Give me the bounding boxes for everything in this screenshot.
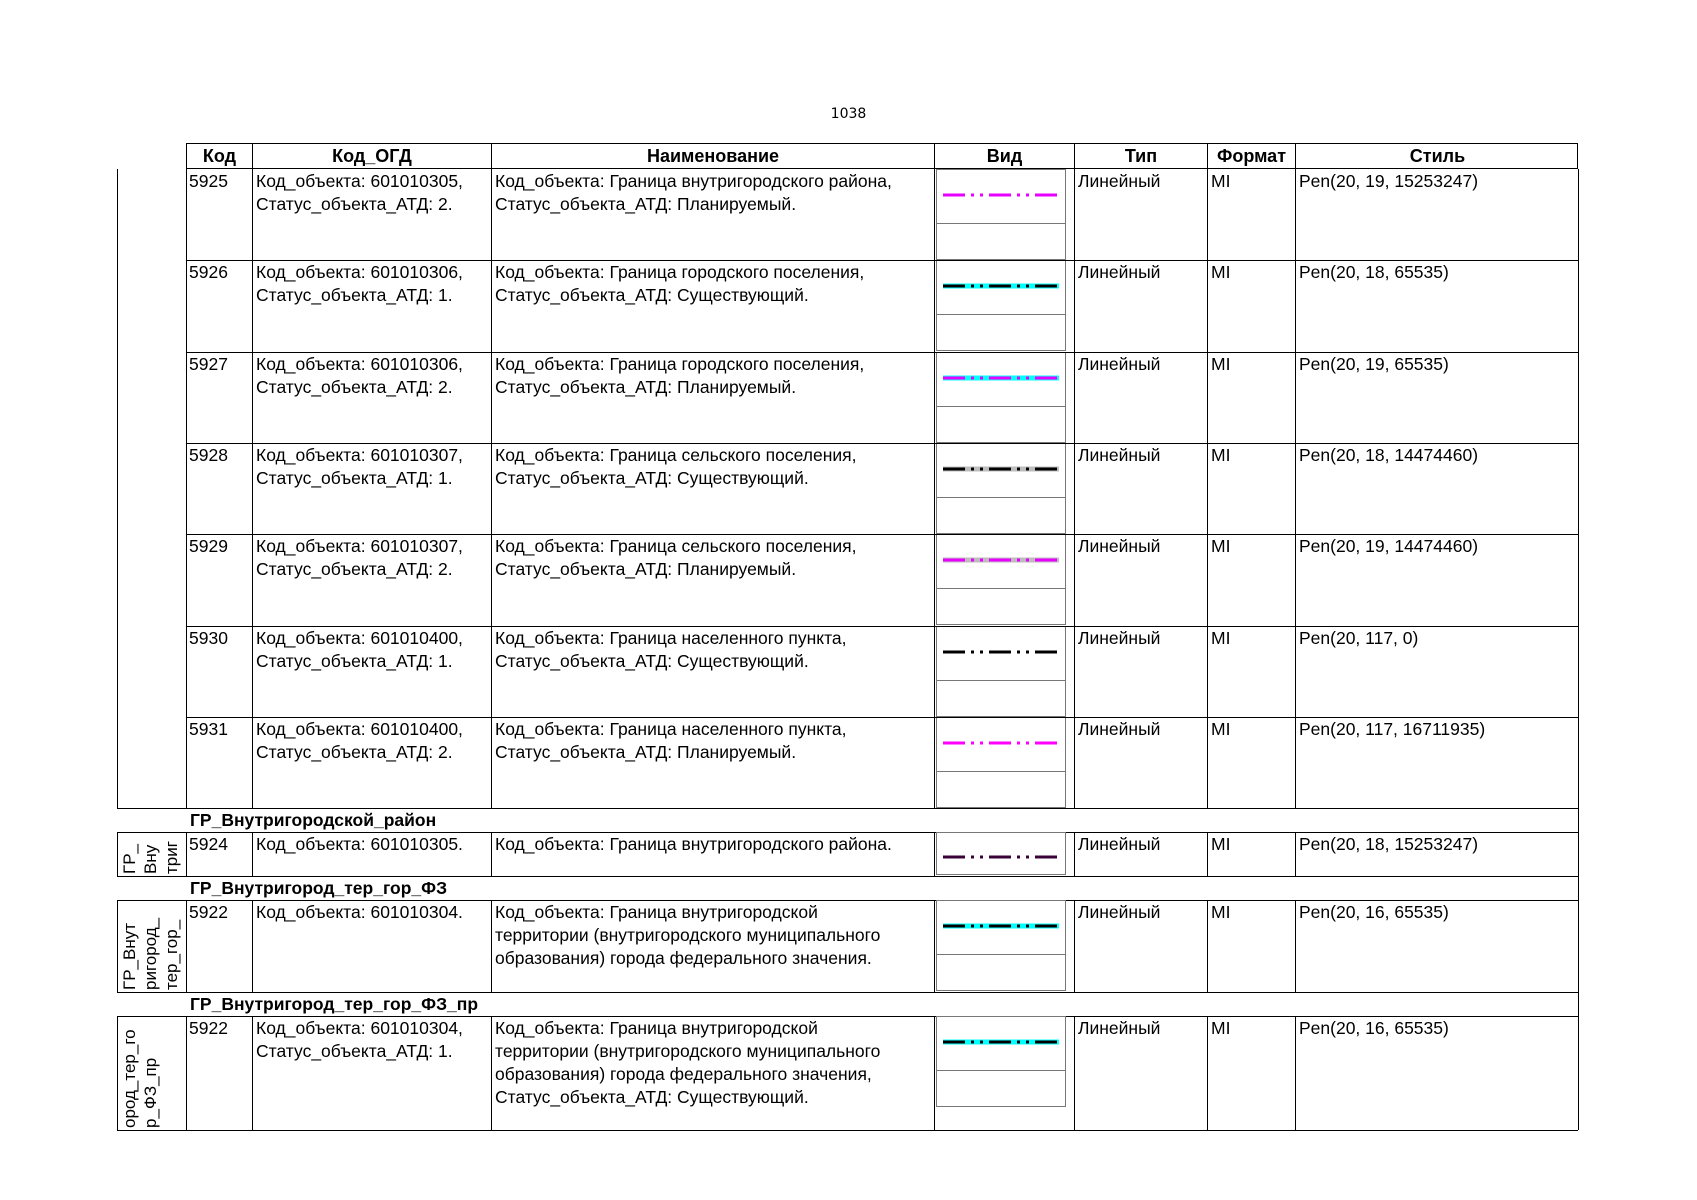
cell-tip: Линейный bbox=[1078, 444, 1161, 465]
column-divider bbox=[491, 832, 492, 876]
column-divider bbox=[491, 1016, 492, 1130]
group-side-label-line: ГР_Внут bbox=[120, 923, 139, 991]
column-divider bbox=[117, 832, 118, 876]
column-divider bbox=[186, 169, 187, 808]
line-style-swatch bbox=[936, 1016, 1066, 1071]
column-divider bbox=[1207, 832, 1208, 876]
column-divider bbox=[1295, 900, 1296, 992]
swatch-lower-box bbox=[936, 498, 1066, 534]
cell-name: Код_объекта: Граница населенного пункта, bbox=[495, 718, 847, 739]
group-side-label-line: ГР_ bbox=[120, 844, 139, 875]
cell-tip: Линейный bbox=[1078, 353, 1161, 374]
cell-tip: Линейный bbox=[1078, 834, 1161, 855]
cell-style: Pen(20, 19, 14474460) bbox=[1299, 536, 1479, 557]
table-row-divider bbox=[186, 260, 1578, 261]
column-divider bbox=[1578, 900, 1579, 992]
line-pattern bbox=[937, 170, 1065, 223]
group-title: ГР_Внутригород_тер_гор_ФЗ_пр bbox=[190, 994, 479, 1015]
cell-name-status: Статус_объекта_АТД: Планируемый. bbox=[495, 194, 797, 214]
header-vid: Вид bbox=[935, 144, 1075, 168]
line-pattern bbox=[937, 833, 1065, 874]
cell-format: MI bbox=[1211, 902, 1231, 923]
cell-kod-ogd: Код_объекта: 601010305, bbox=[256, 171, 463, 191]
column-divider bbox=[1207, 900, 1208, 992]
cell-name: Код_объекта: Граница внутригородского района, bbox=[495, 171, 892, 191]
header-tip: Тип bbox=[1075, 144, 1208, 168]
cell-name-status: Статус_объекта_АТД: Планируемый. bbox=[495, 559, 797, 580]
table-row-divider bbox=[186, 717, 1578, 718]
column-divider bbox=[1578, 832, 1579, 876]
line-pattern bbox=[937, 1017, 1065, 1070]
column-divider bbox=[491, 169, 492, 808]
cell-format: MI bbox=[1211, 627, 1231, 648]
cell-kod-ogd: Код_объекта: 601010306, bbox=[256, 262, 463, 283]
cell-tip: Линейный bbox=[1078, 902, 1161, 923]
column-divider bbox=[1074, 169, 1075, 808]
column-divider bbox=[186, 832, 187, 876]
group-side-label-line: р_ФЗ_пр bbox=[141, 1057, 160, 1129]
cell-tip: Линейный bbox=[1078, 262, 1161, 283]
cell-name: территории (внутригородского муниципального bbox=[495, 925, 881, 946]
cell-kod-ogd-status: Статус_объекта_АТД: 1. bbox=[256, 650, 453, 671]
column-divider bbox=[186, 1016, 187, 1130]
group-side-label-line: тер_гор_ bbox=[162, 919, 181, 991]
header-format: Формат bbox=[1208, 144, 1296, 168]
column-divider bbox=[117, 1016, 118, 1130]
cell-format: MI bbox=[1211, 171, 1231, 191]
cell-name-status: Статус_объекта_АТД: Планируемый. bbox=[495, 376, 797, 397]
line-pattern bbox=[937, 535, 1065, 588]
cell-kod-ogd: Код_объекта: 601010400, bbox=[256, 718, 463, 739]
cell-kod: 5928 bbox=[189, 444, 228, 465]
cell-tip: Линейный bbox=[1078, 171, 1161, 191]
table-row-divider bbox=[186, 626, 1578, 627]
column-divider bbox=[1578, 992, 1579, 1016]
cell-kod: 5922 bbox=[189, 902, 228, 923]
header-name: Наименование bbox=[492, 144, 935, 168]
cell-name: Код_объекта: Граница внутригородского района. bbox=[495, 834, 892, 855]
cell-name: Код_объекта: Граница населенного пункта, bbox=[495, 627, 847, 648]
cell-kod-ogd-status: Статус_объекта_АТД: 2. bbox=[256, 559, 453, 580]
cell-name: образования) города федерального значения. bbox=[495, 948, 872, 969]
cell-format: MI bbox=[1211, 444, 1231, 465]
cell-name-status: Статус_объекта_АТД: Существующий. bbox=[495, 467, 809, 488]
cell-format: MI bbox=[1211, 353, 1231, 374]
cell-tip: Линейный bbox=[1078, 627, 1161, 648]
swatch-lower-box bbox=[936, 407, 1066, 443]
swatch-lower-box bbox=[936, 315, 1066, 351]
cell-kod-ogd: Код_объекта: 601010307, bbox=[256, 536, 463, 557]
table-header bbox=[186, 143, 1578, 169]
line-pattern bbox=[937, 718, 1065, 771]
cell-name-status: Статус_объекта_АТД: Существующий. bbox=[495, 650, 809, 671]
swatch-lower-box bbox=[936, 772, 1066, 808]
group-title: ГР_Внутригородской_район bbox=[190, 810, 437, 831]
swatch-lower-box bbox=[936, 955, 1066, 991]
cell-format: MI bbox=[1211, 262, 1231, 283]
cell-style: Pen(20, 19, 15253247) bbox=[1299, 171, 1479, 191]
line-pattern bbox=[937, 444, 1065, 497]
group-side-label bbox=[117, 832, 186, 876]
table-row-divider bbox=[117, 1130, 1578, 1131]
cell-kod: 5931 bbox=[189, 718, 228, 739]
column-divider bbox=[491, 900, 492, 992]
cell-kod-ogd-status: Статус_объекта_АТД: 1. bbox=[256, 467, 453, 488]
cell-style: Pen(20, 16, 65535) bbox=[1299, 1018, 1449, 1039]
cell-format: MI bbox=[1211, 718, 1231, 739]
header-kod: Код bbox=[187, 144, 253, 168]
swatch-lower-box bbox=[936, 224, 1066, 260]
cell-kod: 5926 bbox=[189, 262, 228, 283]
column-divider bbox=[1074, 900, 1075, 992]
line-pattern bbox=[937, 627, 1065, 680]
cell-kod: 5930 bbox=[189, 627, 228, 648]
cell-kod: 5925 bbox=[189, 171, 228, 191]
cell-name: Код_объекта: Граница сельского поселения, bbox=[495, 444, 857, 465]
column-divider bbox=[186, 900, 187, 992]
column-divider bbox=[1578, 808, 1579, 832]
column-divider bbox=[1295, 1016, 1296, 1130]
table-row-divider bbox=[186, 534, 1578, 535]
cell-name: Код_объекта: Граница городского поселения, bbox=[495, 262, 865, 283]
cell-kod-ogd: Код_объекта: 601010307, bbox=[256, 444, 463, 465]
cell-kod: 5929 bbox=[189, 536, 228, 557]
page-number: 1038 bbox=[830, 106, 867, 122]
cell-style: Pen(20, 18, 14474460) bbox=[1299, 444, 1479, 465]
column-divider bbox=[252, 832, 253, 876]
swatch-lower-box bbox=[936, 589, 1066, 625]
cell-name: Код_объекта: Граница городского поселения, bbox=[495, 353, 865, 374]
cell-kod-ogd-status: Статус_объекта_АТД: 2. bbox=[256, 376, 453, 397]
column-divider bbox=[934, 832, 935, 876]
cell-style: Pen(20, 18, 15253247) bbox=[1299, 834, 1479, 855]
cell-kod-ogd: Код_объекта: 601010304. bbox=[256, 902, 463, 923]
cell-kod-ogd-status: Статус_объекта_АТД: 2. bbox=[256, 741, 453, 762]
cell-name: Статус_объекта_АТД: Существующий. bbox=[495, 1087, 809, 1108]
cell-style: Pen(20, 117, 0) bbox=[1299, 627, 1419, 648]
header-style: Стиль bbox=[1409, 146, 1466, 166]
line-pattern bbox=[937, 261, 1065, 314]
cell-kod-ogd: Код_объекта: 601010305. bbox=[256, 834, 463, 855]
cell-name: Код_объекта: Граница сельского поселения, bbox=[495, 536, 857, 557]
line-style-swatch bbox=[936, 260, 1066, 315]
line-style-swatch bbox=[936, 534, 1066, 589]
swatch-lower-box bbox=[936, 1071, 1066, 1107]
column-divider bbox=[117, 900, 118, 992]
column-divider bbox=[1074, 1016, 1075, 1130]
group-side-label-line: ригород_ bbox=[141, 917, 160, 991]
column-divider bbox=[1295, 832, 1296, 876]
cell-name: Код_объекта: Граница внутригородской bbox=[495, 1018, 818, 1039]
group-side-label-line: Вну bbox=[141, 844, 160, 875]
table-row-divider bbox=[186, 443, 1578, 444]
column-divider bbox=[1074, 832, 1075, 876]
line-style-swatch bbox=[936, 626, 1066, 681]
column-divider bbox=[252, 1016, 253, 1130]
cell-kod-ogd: Код_объекта: 601010400, bbox=[256, 627, 463, 648]
column-divider bbox=[252, 900, 253, 992]
line-style-swatch bbox=[936, 169, 1066, 224]
line-pattern bbox=[937, 901, 1065, 954]
header-kod-ogd: Код_ОГД bbox=[253, 144, 492, 168]
column-divider bbox=[1207, 169, 1208, 808]
cell-kod-ogd: Код_объекта: 601010304, bbox=[256, 1018, 463, 1039]
cell-format: MI bbox=[1211, 1018, 1231, 1039]
group-side-label-line: ород_тер_го bbox=[120, 1029, 139, 1129]
column-divider bbox=[934, 1016, 935, 1130]
column-divider bbox=[1295, 169, 1296, 808]
line-style-swatch bbox=[936, 443, 1066, 498]
cell-format: MI bbox=[1211, 834, 1231, 855]
cell-kod: 5927 bbox=[189, 353, 228, 374]
cell-name: образования) города федерального значения, bbox=[495, 1064, 872, 1085]
cell-name: Код_объекта: Граница внутригородской bbox=[495, 902, 818, 923]
group-side-label bbox=[117, 1016, 186, 1130]
column-divider bbox=[1578, 169, 1579, 808]
line-style-swatch bbox=[936, 832, 1066, 875]
cell-kod-ogd-status: Статус_объекта_АТД: 1. bbox=[256, 1041, 453, 1062]
cell-name-status: Статус_объекта_АТД: Планируемый. bbox=[495, 741, 797, 762]
cell-format: MI bbox=[1211, 536, 1231, 557]
swatch-lower-box bbox=[936, 681, 1066, 717]
column-divider bbox=[1578, 1016, 1579, 1130]
cell-kod-ogd: Код_объекта: 601010306, bbox=[256, 353, 463, 374]
cell-kod: 5924 bbox=[189, 834, 228, 855]
cell-style: Pen(20, 16, 65535) bbox=[1299, 902, 1449, 923]
column-divider bbox=[252, 169, 253, 808]
table-row-divider bbox=[186, 352, 1578, 353]
cell-tip: Линейный bbox=[1078, 718, 1161, 739]
group-side-label bbox=[117, 900, 186, 992]
cell-kod-ogd-status: Статус_объекта_АТД: 1. bbox=[256, 285, 453, 306]
line-pattern bbox=[937, 353, 1065, 406]
cell-name: территории (внутригородского муниципального bbox=[495, 1041, 881, 1062]
cell-style: Pen(20, 18, 65535) bbox=[1299, 262, 1449, 283]
group-side-label-line: триг bbox=[162, 841, 181, 875]
cell-kod: 5922 bbox=[189, 1018, 228, 1039]
column-divider bbox=[934, 169, 935, 808]
cell-style: Pen(20, 117, 16711935) bbox=[1299, 718, 1486, 739]
line-style-swatch bbox=[936, 717, 1066, 772]
outer-left-border bbox=[117, 169, 118, 808]
cell-style: Pen(20, 19, 65535) bbox=[1299, 353, 1449, 374]
line-style-swatch bbox=[936, 352, 1066, 407]
cell-kod-ogd-status: Статус_объекта_АТД: 2. bbox=[256, 194, 453, 214]
line-style-swatch bbox=[936, 900, 1066, 955]
column-divider bbox=[934, 900, 935, 992]
cell-tip: Линейный bbox=[1078, 1018, 1161, 1039]
group-title: ГР_Внутригород_тер_гор_ФЗ bbox=[190, 878, 448, 899]
column-divider bbox=[1578, 876, 1579, 900]
cell-tip: Линейный bbox=[1078, 536, 1161, 557]
cell-name-status: Статус_объекта_АТД: Существующий. bbox=[495, 285, 809, 306]
column-divider bbox=[1207, 1016, 1208, 1130]
